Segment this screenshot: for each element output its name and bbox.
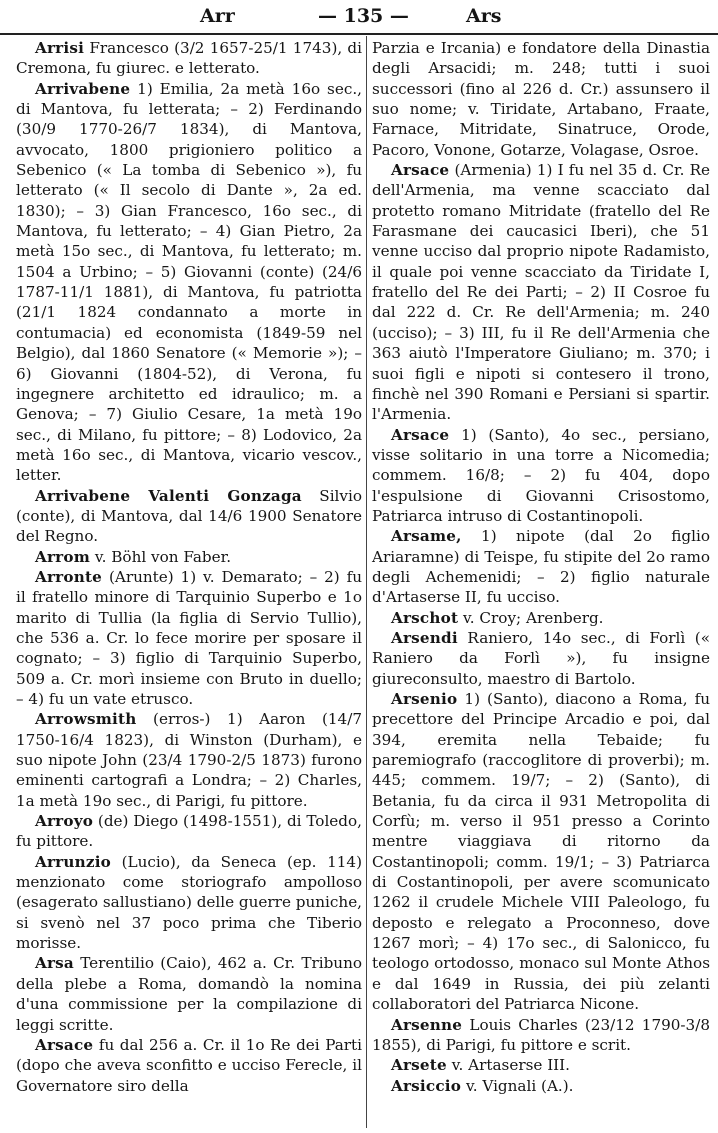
entry-headword: Arrisi — [35, 39, 85, 57]
entry-text: Louis Charles (23/12 1790-3/8 1855), di Parigi, fu pittore e scrit. — [372, 1015, 711, 1054]
header-rule — [0, 33, 718, 35]
entry-text: 1) (Santo), diacono a Roma, fu precettore del Principe Arcadio e poi, dal 394, eremita nella Tebaide; fu paremiografo (raccoglitore di proverbi); m. 445; commem. 19/7; – 2) (Santo), di Betania, fu da circa il 931 Metropolita di Corfù; m. verso il 951 presso a Corinto mentre viaggiava di ritorno da Costantinopoli; comm. 19/1; – 3) Patriarca di Costantinopoli, per avere scomunicato 1262 il crudele Michele VIII Paleologo, fu deposto e relegato a Proconneso, dove 1267 morì; – 4) 17o sec., di Salonicco, fu teologo ortodosso, monaco sul Monte Athos e dal 1649 in Russia, dei più zelanti collaboratori del Patriarca Nicone. — [372, 690, 710, 1014]
entry-text: (de) Diego (1498-1551), di Toledo, fu pittore. — [16, 812, 362, 851]
entry — [16, 852, 362, 954]
entry-text: Francesco (3/2 1657-25/1 1743), di Cremona, fu giurec. e letterato. — [16, 39, 363, 78]
entry-headword: Arrom — [35, 547, 90, 566]
entry — [372, 608, 710, 628]
entry-headword: Arrivabene Valenti Gonzaga — [35, 486, 302, 505]
entry — [372, 628, 710, 689]
entry-headword: Arsiccio — [391, 1076, 462, 1095]
entry-text: v. Böhl von Faber. — [94, 547, 232, 566]
entry-headword: Arrunzio — [35, 852, 111, 871]
entry-headword: Arrowsmith — [35, 710, 137, 729]
entry-text: Raniero, 14o sec., di Forlì (« Raniero da Forlì »), fu insigne giureconsulto, maestro di Bartolo. — [372, 628, 711, 688]
entry-text: 1) (Santo), 4o sec., persiano, visse solitario in una torre a Nicomedia; commem. 16/8; – 2) fu 404, dopo l'espulsione di Giovanni Crisostomo, Patriarca intruso di Costantinopoli. — [372, 425, 711, 525]
entry-text: 1) nipote (dal 2o figlio Ariaramne) di Teispe, fu stipite del 2o ramo degli Achemenidi; – 2) figlio naturale d'Artaserse II, fu ucciso. — [372, 527, 711, 607]
entry — [16, 1035, 362, 1096]
left-column — [16, 38, 362, 1096]
entry — [372, 1076, 710, 1096]
entry-text: v. Vignali (A.). — [465, 1076, 574, 1095]
entry-text: (Lucio), da Seneca (ep. 114) menzionato come storiografo ampolloso (esagerato sallustiano) delle guerre puniche, si svenò nel 37 poco prima che Tiberio morisse. — [16, 852, 363, 953]
entry-continuation — [372, 38, 710, 160]
entry-headword: Arronte — [35, 567, 103, 586]
entry-text: Terentilio (Caio), 462 a. Cr. Tribuno della plebe a Roma, domandò la nomina d'una commissione per la compilazione di leggi scritte. — [16, 954, 362, 1034]
entry — [16, 547, 362, 567]
right-column — [372, 38, 710, 1096]
entry-headword: Arsete — [391, 1056, 447, 1075]
entry-headword: Arrivabene — [35, 79, 131, 98]
entry-text: 1) Emilia, 2a metà 16o sec., di Mantova, fu letterata; – 2) Ferdinando (30/9 1770-26/7 1834), di Mantova, avvocato, 1800 prigioniero politico a Sebenico (« La tomba di Sebenico »), fu letterato (« Il secolo di Dante », 2a ed. 1830); – 3) Gian Francesco, 16o sec., di Mantova, fu letterato; – 4) Gian Pietro, 2a metà 15o sec., di Mantova, fu letterato; m. 1504 a Urbino; – 5) Giovanni (conte) (24/6 1787-11/1 1881), di Mantova, fu patriotta (21/1 1824 condannato a morte in contumacia) ed economista (1849-59 nel Belgio), dal 1860 Senatore (« Memorie »); – 6) Giovanni (1804-52), di Verona, fu ingegnere architetto ed idraulico; m. a Genova; – 7) Giulio Cesare, 1a metà 19o sec., di Milano, fu pittore; – 8) Lodovico, 2a metà 16o sec., di Mantova, vicario vescov., letter. — [16, 79, 362, 485]
entry — [372, 160, 710, 424]
entry-headword: Arsenne — [391, 1015, 463, 1034]
entry — [372, 689, 710, 1015]
entry-text: (Arunte) 1) v. Demarato; – 2) fu il fratello minore di Tarquinio Superbo e 1o marito di Tullia (la figlia di Servio Tullio), che 536 a. Cr. lo fece morire per sposare il cognato; – 3) figlio di Tarquinio Superbo, 509 a. Cr. morì insieme con Bruto in duello; – 4) fu un vate etrusco. — [16, 567, 363, 708]
column-divider — [366, 36, 367, 1128]
entry-headword: Arsame, — [391, 527, 462, 546]
entry-headword: Arsace — [391, 425, 450, 444]
entry-text: (erros-) 1) Aaron (14/7 1750-16/4 1823), di Winston (Durham), e suo nipote John (23/4 1790-2/5 1873) furono eminenti cartografi a Londra; – 2) Charles, 1a metà 19o sec., di Parigi, fu pittore. — [16, 710, 362, 810]
entry — [16, 811, 362, 852]
entry-text: fu dal 256 a. Cr. il 1o Re dei Parti (dopo che aveva sconfitto e ucciso Ferecle, il Governatore siro della — [16, 1035, 363, 1095]
entry-text: Parzia e Ircania) e fondatore della Dinastia degli Arsacidi; m. 248; tutti i suoi successori (fino al 226 d. Cr.) assunsero il suo nome; v. Tiridate, Artabano, Fraate, Farnace, Mitridate, Sinatruce, Orode, Pacoro, Vonone, Gotarze, Volagase, Osroe. — [372, 39, 710, 159]
page-header — [0, 0, 718, 36]
entry — [372, 425, 710, 527]
entry — [372, 1055, 710, 1075]
entry — [16, 709, 362, 811]
entry-text: v. Artaserse III. — [451, 1056, 571, 1075]
entry-headword: Arsendi — [391, 628, 458, 647]
entry-headword: Arschot — [391, 608, 459, 627]
entry-text: Silvio (conte), di Mantova, dal 14/6 1900 Senatore del Regno. — [16, 486, 362, 546]
entry — [16, 38, 362, 79]
entry — [16, 953, 362, 1034]
page-number: — 135 — — [318, 5, 409, 27]
entry — [16, 79, 362, 486]
entry-text: v. Croy; Arenberg. — [463, 608, 604, 627]
entry — [372, 1015, 710, 1056]
header-left-guideword: Arr — [200, 5, 235, 27]
entry-headword: Arsa — [35, 954, 74, 973]
entry-headword: Arsace — [35, 1035, 94, 1054]
entry — [372, 526, 710, 607]
entry-headword: Arroyo — [35, 812, 94, 831]
entry-headword: Arsenio — [391, 690, 458, 708]
entry-headword: Arsace — [391, 161, 450, 180]
header-right-guideword: Ars — [466, 5, 502, 27]
entry — [16, 486, 362, 547]
entry-text: (Armenia) 1) I fu nel 35 d. Cr. Re dell'Armenia, ma venne scacciato dal protetto romano Mitridate (fratello del Re Farasmane dei caucasici Iberi), che 51 venne ucciso dal proprio nipote Radamisto, il quale poi venne scacciato da Tiridate I, fratello del Re dei Parti; – 2) II Cosroe fu dal 222 d. Cr. Re dell'Armenia; m. 240 (ucciso); – 3) III, fu il Re dell'Armenia che 363 aiutò l'Imperatore Giuliano; m. 370; i suoi figli e nipoti si contesero il trono, finchè nel 390 Romani e Persiani si spartir. l'Armenia. — [372, 161, 710, 424]
entry — [16, 567, 362, 709]
